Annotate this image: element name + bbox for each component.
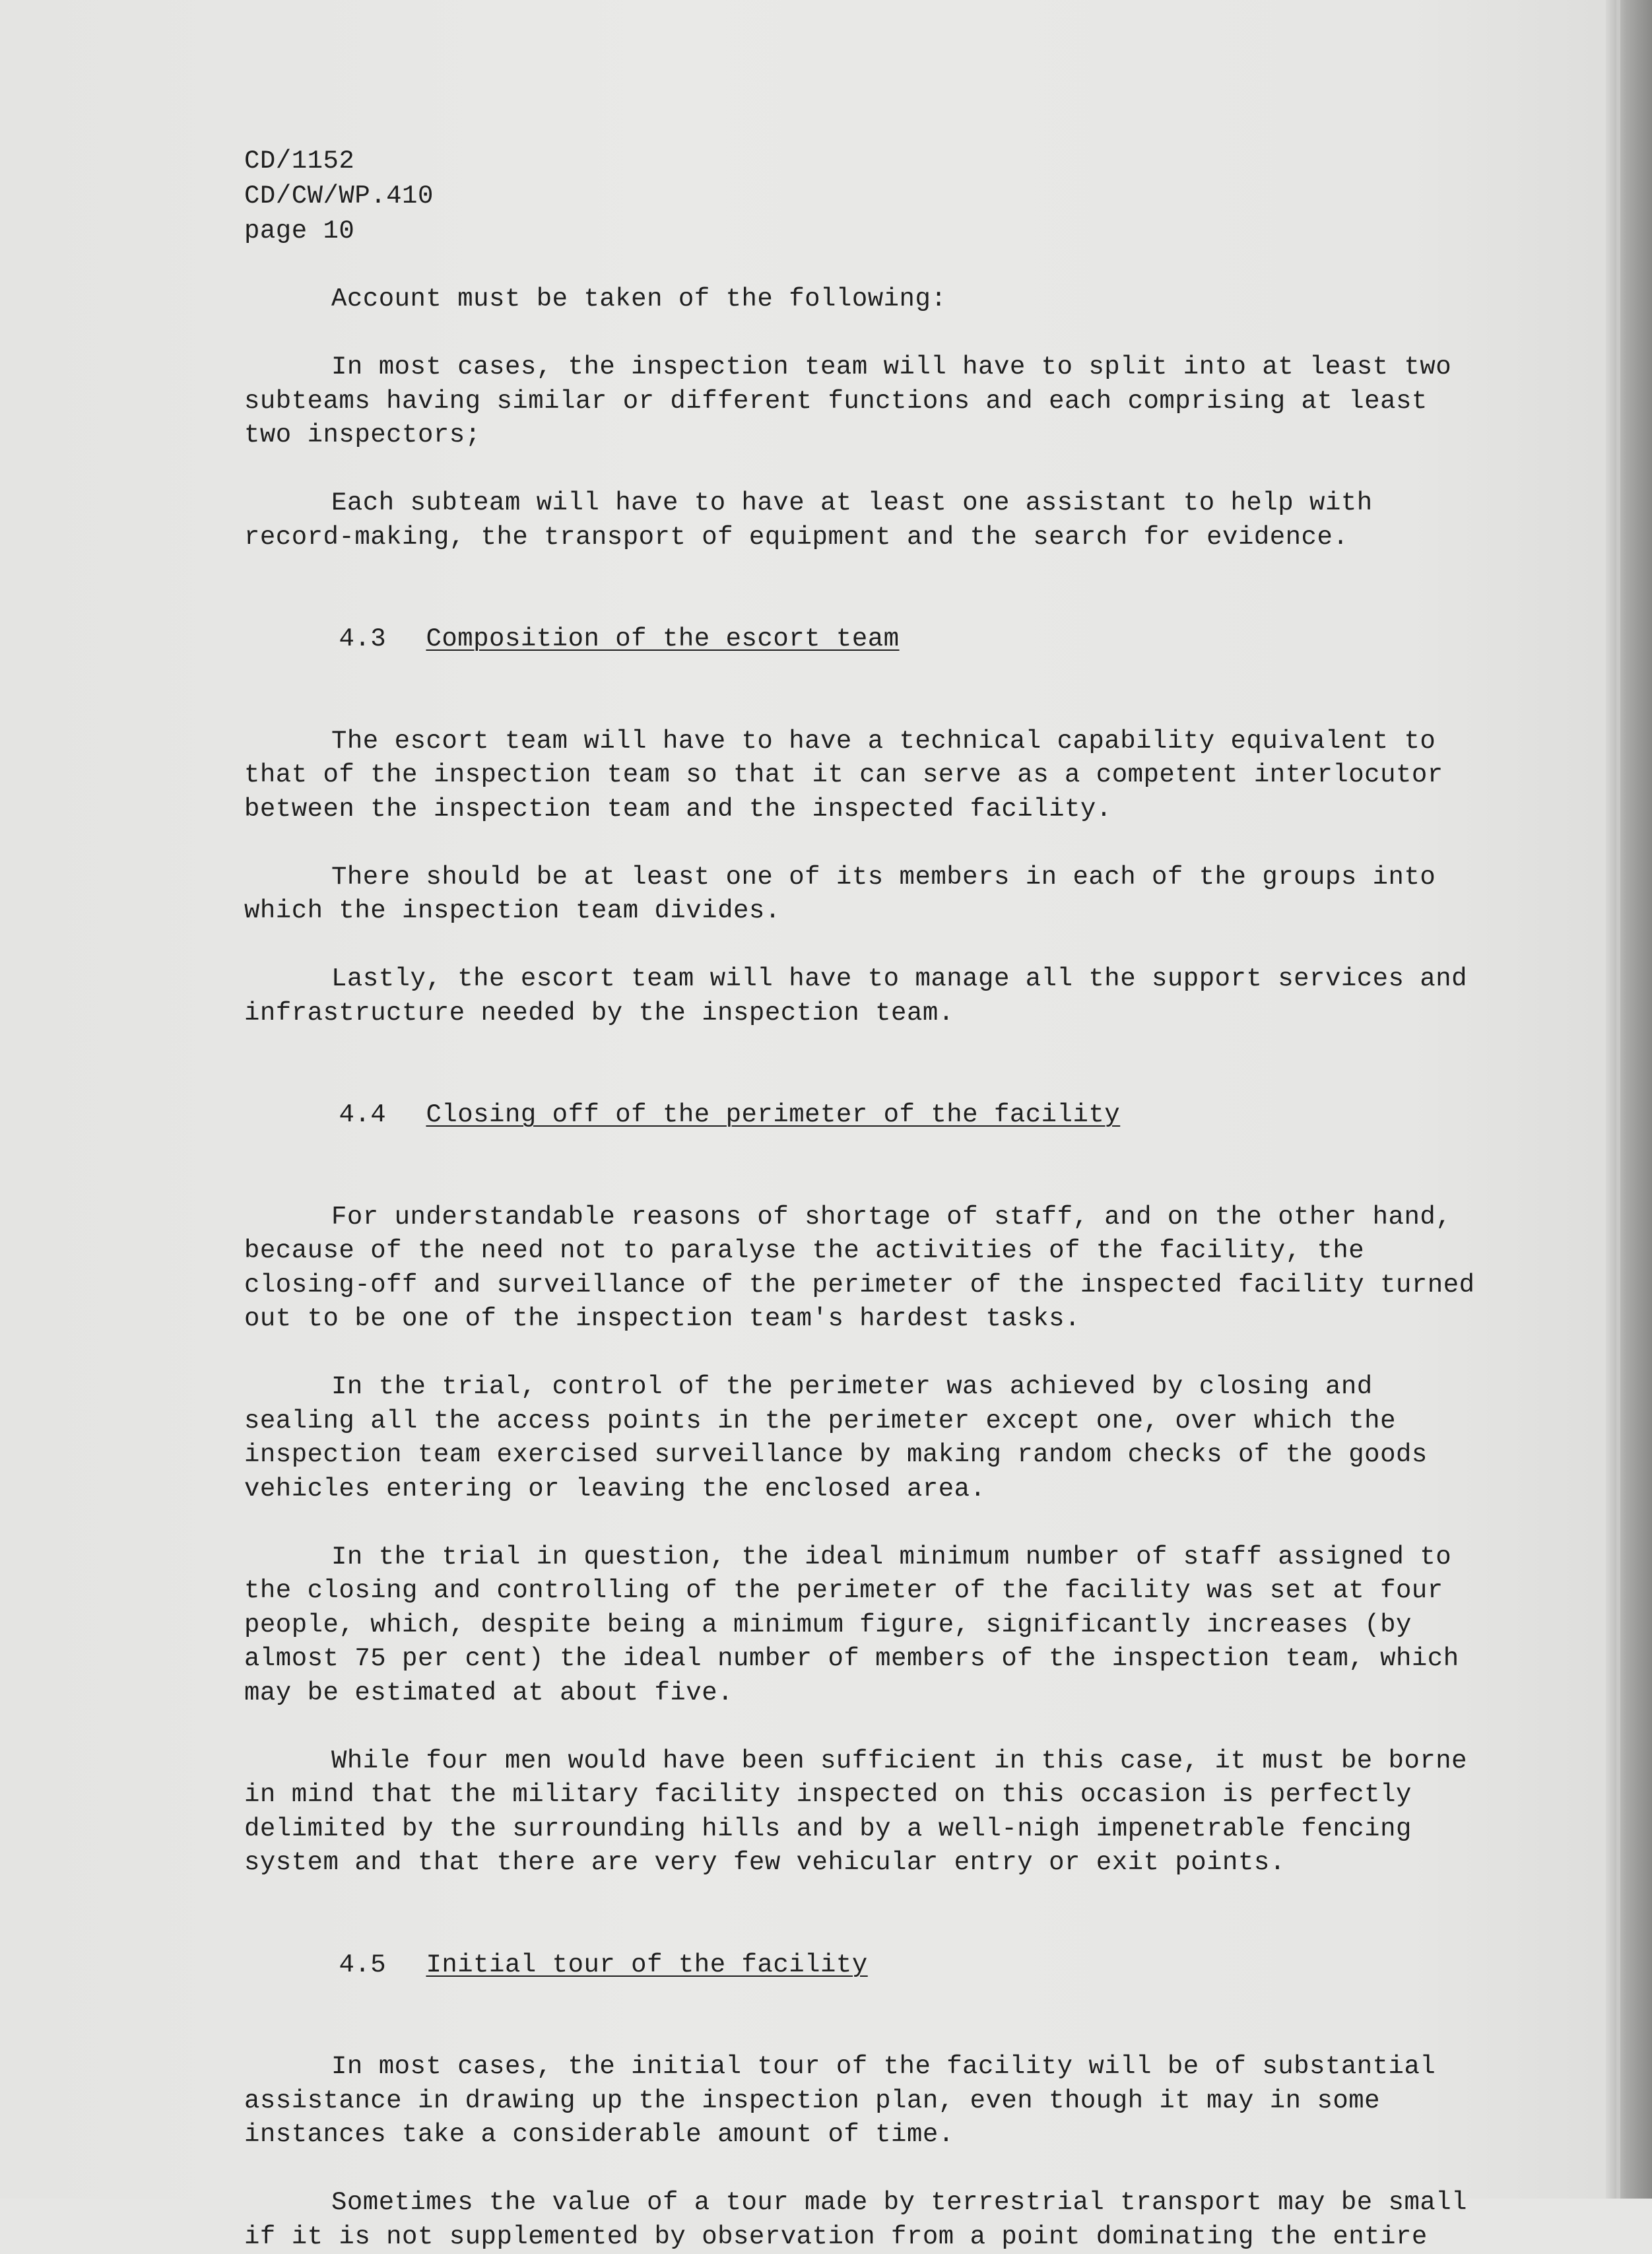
section-title: Composition of the escort team	[426, 624, 899, 653]
document-header	[244, 144, 1591, 249]
page-edge-line	[1616, 0, 1620, 2199]
text-line: Account must be taken of the following:	[244, 282, 1591, 317]
section-title: Initial tour of the facility	[426, 1950, 867, 1979]
paragraph-perimeter-control	[244, 1370, 1591, 1506]
paragraph-initial-tour	[244, 2050, 1591, 2152]
text-line: because of the need not to paralyse the activities of the facility, the	[244, 1234, 1591, 1269]
section-number: 4.3	[339, 622, 426, 657]
text-line: Each subteam will have to have at least one assistant to help with	[244, 486, 1591, 521]
section-number: 4.5	[339, 1948, 426, 1983]
text-line: sealing all the access points in the perimeter except one, over which the	[244, 1405, 1591, 1439]
page-number: page 10	[244, 214, 1591, 249]
text-line: delimited by the surrounding hills and by a well-nigh impenetrable fencing	[244, 1812, 1591, 1847]
text-line: There should be at least one of its members in each of the groups into	[244, 861, 1591, 895]
text-line: which the inspection team divides.	[244, 894, 1591, 929]
paragraph-four-men	[244, 1744, 1591, 1880]
text-line: if it is not supplemented by observation from a point dominating the entire	[244, 2220, 1591, 2254]
text-line: system and that there are very few vehicular entry or exit points.	[244, 1846, 1591, 1880]
text-line: In the trial in question, the ideal minimum number of staff assigned to	[244, 1541, 1591, 1575]
paragraph-escort-members	[244, 861, 1591, 929]
paragraph-escort-capability	[244, 725, 1591, 827]
section-heading-4-4	[244, 1065, 1591, 1167]
section-heading-4-3	[244, 589, 1591, 691]
paragraph-shortage-of-staff	[244, 1201, 1591, 1337]
text-line: out to be one of the inspection team's hardest tasks.	[244, 1302, 1591, 1337]
section-heading-4-5	[244, 1914, 1591, 2016]
text-line: people, which, despite being a minimum figure, significantly increases (by	[244, 1608, 1591, 1643]
text-line: assistance in drawing up the inspection plan, even though it may in some	[244, 2084, 1591, 2119]
text-line: infrastructure needed by the inspection team.	[244, 997, 1591, 1031]
text-line: Lastly, the escort team will have to manage all the support services and	[244, 962, 1591, 997]
paragraph-account	[244, 282, 1591, 317]
text-line: closing-off and surveillance of the perimeter of the inspected facility turned	[244, 1269, 1591, 1303]
text-line: in mind that the military facility inspected on this occasion is perfectly	[244, 1778, 1591, 1812]
text-line: the closing and controlling of the perimeter of the facility was set at four	[244, 1574, 1591, 1608]
text-line: In the trial, control of the perimeter was achieved by closing and	[244, 1370, 1591, 1405]
text-line: Sometimes the value of a tour made by terrestrial transport may be small	[244, 2186, 1591, 2220]
section-number: 4.4	[339, 1098, 426, 1133]
document-symbol-1: CD/1152	[244, 144, 1591, 179]
text-line: inspection team exercised surveillance by making random checks of the goods	[244, 1438, 1591, 1473]
paragraph-escort-support	[244, 962, 1591, 1030]
paragraph-assistant	[244, 486, 1591, 554]
text-line: For understandable reasons of shortage of staff, and on the other hand,	[244, 1201, 1591, 1235]
text-line: two inspectors;	[244, 418, 1591, 453]
text-line: may be estimated at about five.	[244, 1676, 1591, 1711]
text-line: record-making, the transport of equipment and the search for evidence.	[244, 521, 1591, 555]
text-line: that of the inspection team so that it can serve as a competent interlocutor	[244, 758, 1591, 793]
text-line: instances take a considerable amount of time.	[244, 2118, 1591, 2152]
text-line: subteams having similar or different functions and each comprising at least	[244, 385, 1591, 419]
text-line: vehicles entering or leaving the enclosed area.	[244, 1473, 1591, 1507]
paragraph-terrestrial-tour	[244, 2186, 1591, 2254]
text-line: almost 75 per cent) the ideal number of members of the inspection team, which	[244, 1642, 1591, 1676]
paragraph-minimum-staff	[244, 1541, 1591, 1711]
page-edge-shadow	[1606, 0, 1652, 2199]
text-line: In most cases, the initial tour of the facility will be of substantial	[244, 2050, 1591, 2084]
section-title: Closing off of the perimeter of the facility	[426, 1100, 1120, 1129]
paragraph-subteams	[244, 350, 1591, 453]
text-line: While four men would have been sufficient in this case, it must be borne	[244, 1744, 1591, 1779]
document-body	[244, 144, 1591, 2254]
text-line: The escort team will have to have a technical capability equivalent to	[244, 725, 1591, 759]
document-symbol-2: CD/CW/WP.410	[244, 179, 1591, 214]
text-line: In most cases, the inspection team will have to split into at least two	[244, 350, 1591, 385]
text-line: between the inspection team and the inspected facility.	[244, 793, 1591, 827]
